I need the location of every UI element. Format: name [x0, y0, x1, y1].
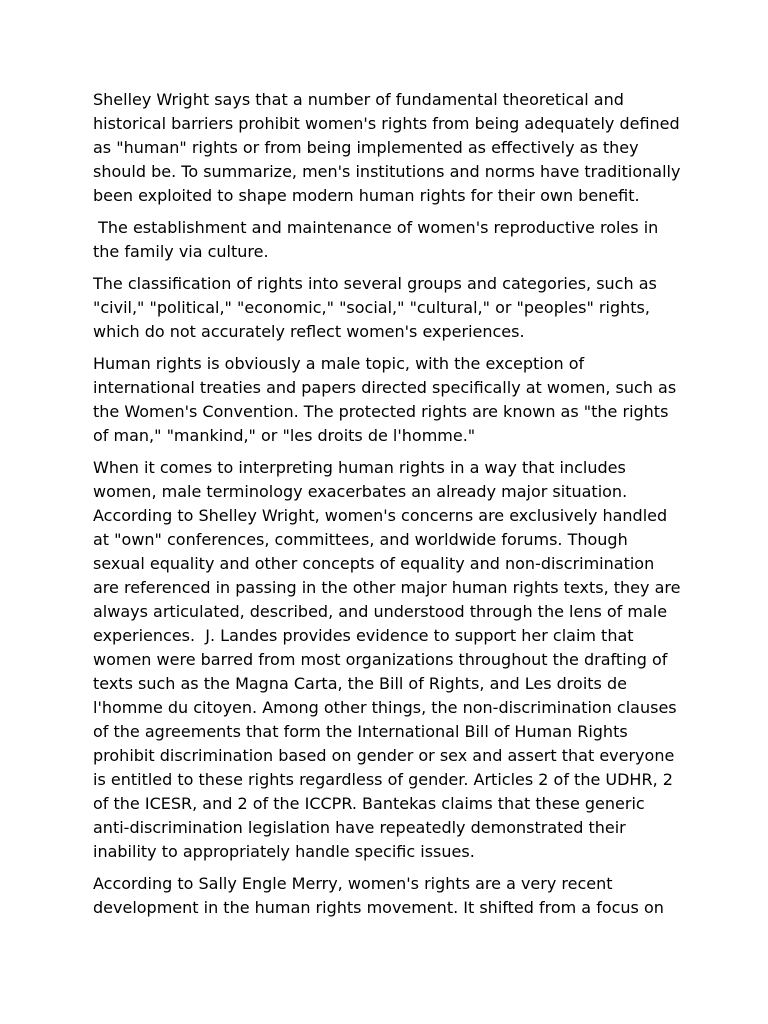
paragraph-wright-barriers: Shelley Wright says that a number of fundamental theoretical and historical barriers prohibit women's rights from being adequately defined as "human" rights or from being implemented as effectively as they should be. To summarize, men's institutions and norms have traditionally been exploited to shape modern human rights for their own benefit. [93, 90, 686, 205]
paragraph-reproductive-roles: The establishment and maintenance of women's reproductive roles in the family via culture. [93, 218, 664, 261]
paragraph-rights-classification: The classification of rights into several groups and categories, such as "civil," "political," "economic," "social," "cultural," or "peoples" rights, which do not accurately reflect women's experiences. [93, 274, 662, 341]
document-page [93, 88, 686, 928]
paragraph-male-topic: Human rights is obviously a male topic, with the exception of international treaties and papers directed specifically at women, such as the Women's Convention. The protected rights are known as "the rights of man," "mankind," or "les droits de l'homme." [93, 354, 682, 445]
paragraph-male-terminology: When it comes to interpreting human rights in a way that includes women, male terminology exacerbates an already major situation. According to Shelley Wright, women's concerns are exclusively handled at "own" conferences, committees, and worldwide forums. Though sexual equality and other concepts of equality and non-discrimination are referenced in passing in the other major human rights texts, they are always articulated, described, and understood through the lens of male experiences. J. Landes provides evidence to support her claim that women were barred from most organizations throughout the drafting of texts such as the Magna Carta, the Bill of Rights, and Les droits de l'homme du citoyen. Among other things, the non-discrimination clauses of the agreements that form the International Bill of Human Rights prohibit discrimination based on gender or sex and assert that everyone is entitled to these rights regardless of gender. Articles 2 of the UDHR, 2 of the ICESR, and 2 of the ICCPR. Bantekas claims that these generic anti-discrimination legislation have repeatedly demonstrated their inability to appropriately handle specific issues. [93, 458, 686, 861]
paragraph-sally-engle-merry: According to Sally Engle Merry, women's rights are a very recent development in the human rights movement. It shifted from a focus on [93, 874, 664, 917]
